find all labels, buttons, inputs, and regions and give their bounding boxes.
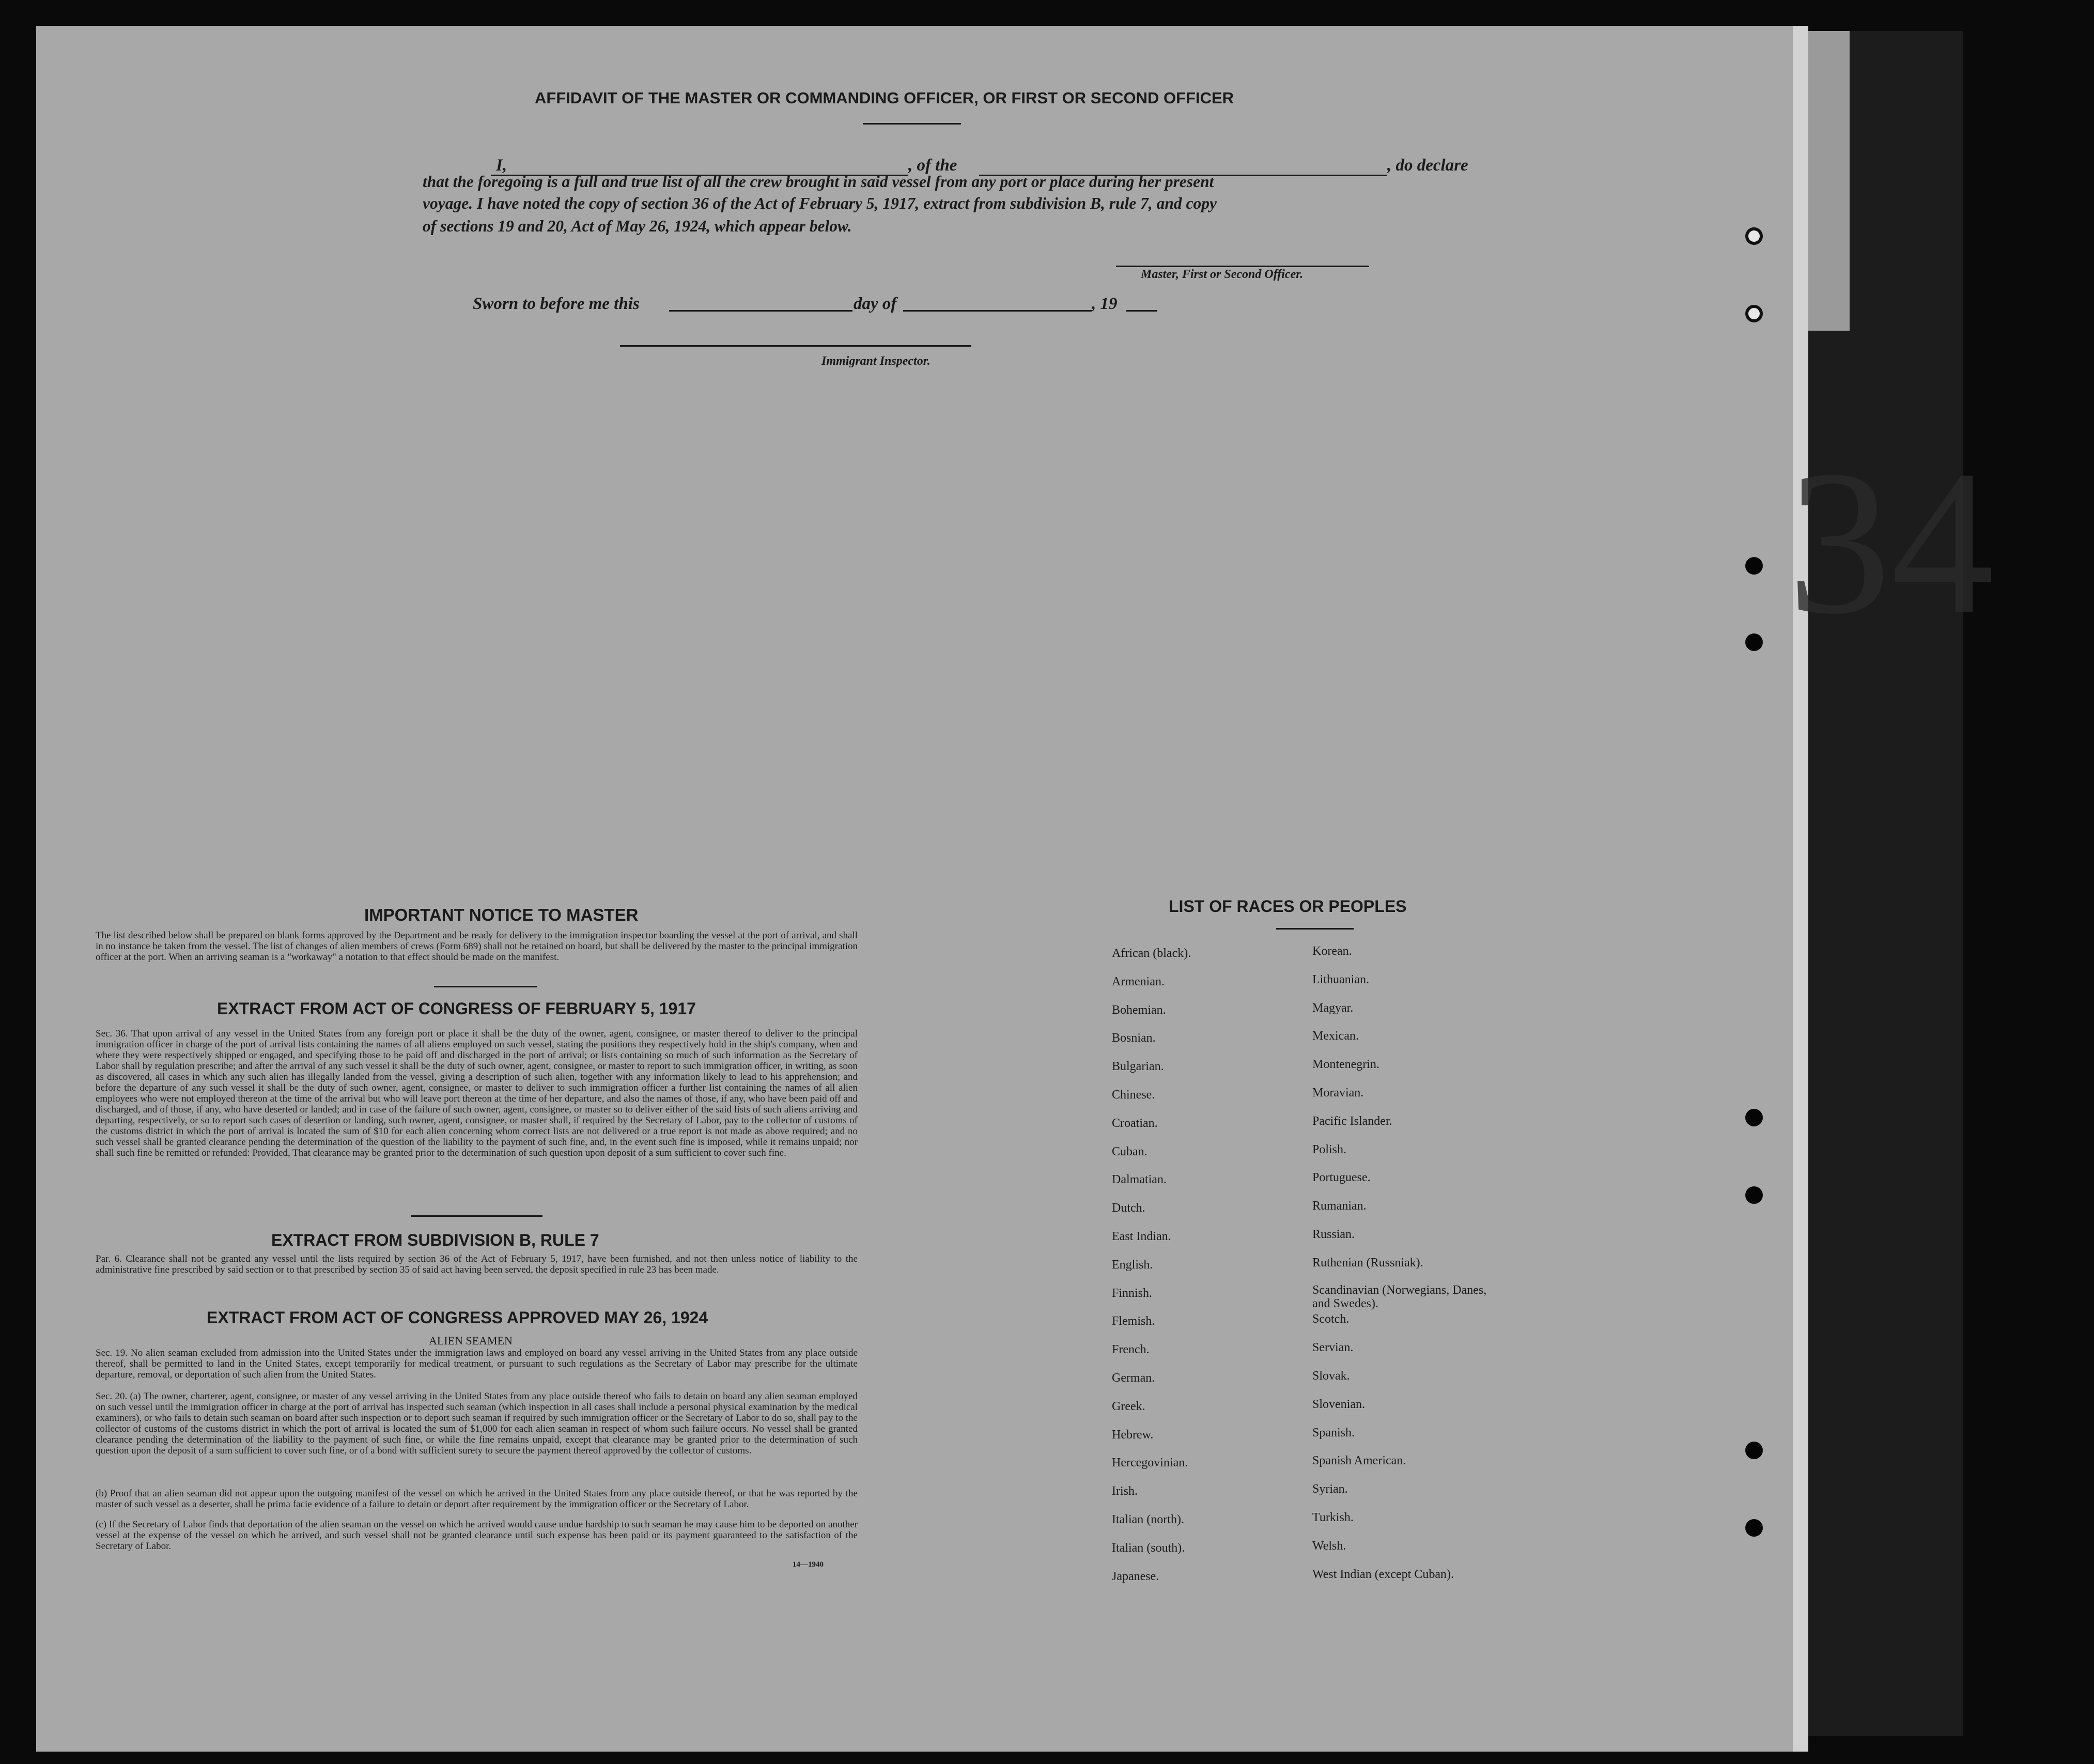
- race-item: West Indian (except Cuban).: [1312, 1567, 1454, 1581]
- races-title-rule: [1276, 928, 1354, 930]
- binder-hole-8: [1745, 1519, 1763, 1537]
- notice-text: The list described below shall be prepared on blank forms approved by the Department and be ready for delivery to the immigration inspector boarding the vessel at the port of arrival, and shall in no instance be taken from the vessel. The list of changes of alien members of crews (Form 689) shall not be retained on board, but shall be delivered by the master to the principal immigration officer at the port. When an arriving seaman is a "workaway" a notation to that effect should be made on the manifest.: [96, 930, 858, 963]
- binder-hole-3: [1745, 557, 1763, 575]
- race-item: Bosnian.: [1112, 1031, 1156, 1045]
- sworn-day-blank: [669, 310, 852, 312]
- race-item: Servian.: [1312, 1341, 1354, 1355]
- sec-19-text: Sec. 19. No alien seaman excluded from admission into the United States under the immigration laws and employed on board any vessel arriving in the United States from any place outside thereof, shall be permitted to land in the United States, except temporarily for medical treatment, or pursuant to such regulations as the Secretary of Labor may prescribe for the ultimate departure, removal, or deportation of such alien from the United States.: [96, 1348, 858, 1380]
- underlying-page-top: [1808, 31, 1850, 331]
- extract-1917-text: Sec. 36. That upon arrival of any vessel in the United States from any foreign port or place it shall be the duty of the owner, agent, consignee, or master thereof to deliver to the principal immigration officer in charge of the port of arrival lists containing the names of all aliens employed on such vessel, stating the positions they respectively hold in the ship's company, when and where they were respectively shipped or engaged, and specifying those to be paid off and discharged in the port of arrival; or lists containing so much of such information as the Secretary of Labor shall by regulation prescribe; and after the arrival of any such vessel it shall be the duty of such owner, agent, consignee, or master to report to such immigration officer, in writing, as soon as discovered, all cases in which any such alien has illegally landed from the vessel, giving a description of such alien, together with any information likely to lead to his apprehension; and before the departure of any such vessel it shall be the duty of such owner, agent, consignee, or master to deliver to such immigration officer a further list containing the names of all alien employees who were not employed thereon at the time of the arrival but who will leave port thereon at the time of her departure, and also the names of those, if any, who have been paid off and discharged, and of those, if any, who have deserted or landed; and in case of the failure of such owner, agent, consignee, or master so to deliver either of the said lists of such aliens arriving and departing, respectively, or so to report such cases of desertion or landing, such owner, agent, consignee, or master shall, if required by the Secretary of Labor, pay to the collector of customs of the customs district in which the port of arrival is located the sum of $10 for each alien concerning whom correct lists are not delivered or a true report is not made as above required; and no such vessel shall be granted clearance pending the determination of the question of the liability to the payment of such fine, and, in the event such fine is imposed, while it remains unpaid; nor shall such fine be remitted or refunded: Provided, That clearance may be granted prior to the determination of such question upon deposit of a sum sufficient to cover such fine.: [96, 1028, 858, 1158]
- race-item: African (black).: [1112, 947, 1191, 960]
- affidavit-title: AFFIDAVIT OF THE MASTER OR COMMANDING OFFICER, OR FIRST OR SECOND OFFICER: [535, 89, 1234, 107]
- race-item: German.: [1112, 1371, 1155, 1385]
- race-item: East Indian.: [1112, 1229, 1171, 1243]
- race-item: Welsh.: [1312, 1539, 1346, 1553]
- race-item: Mexican.: [1312, 1029, 1359, 1043]
- master-signature-line: [1116, 266, 1369, 267]
- sec-20a-text: Sec. 20. (a) The owner, charterer, agent, consignee, or master of any vessel arriving in the United States from any place outside thereof who fails to detain on board any alien seaman employed on such vessel until the immigration officer in charge at the port of arrival has inspected such seaman (which inspection in all cases shall include a personal physical examination by the medical examiners), or who fails to detain such seaman on board after such inspection or to deport such seaman if required by such immigration officer or the Secretary of Labor to do so, shall pay to the collector of customs of the customs district in which the port of arrival is located the sum of $1,000 for each alien seaman in respect of whom such failure occurs. No vessel shall be granted clearance pending the determination of the liability to the payment of such fine, or while the fine remains unpaid, except that clearance may be granted prior to the determination of such question upon the deposit of a sum sufficient to cover such fine, or of a bond with sufficient surety to secure the payment thereof approved by the collector of customs.: [96, 1391, 858, 1456]
- binder-hole-6: [1745, 1186, 1763, 1204]
- race-item: Moravian.: [1312, 1086, 1364, 1100]
- race-item: Flemish.: [1112, 1314, 1155, 1328]
- affidavit-line-4: of sections 19 and 20, Act of May 26, 1924, which appear below.: [423, 217, 852, 235]
- race-item: Armenian.: [1112, 974, 1165, 988]
- race-item: Lithuanian.: [1312, 972, 1369, 986]
- sec-20c-text: (c) If the Secretary of Labor finds that deportation of the alien seaman on the vessel on which he arrived would cause undue hardship to such seaman he may cause him to be deported on another vessel at the expense of the vessel on which he arrived, and such vessel shall not be granted clearance until such expense has been paid or its payment guaranteed to the satisfaction of the Secretary of Labor.: [96, 1519, 858, 1552]
- races-column-1: [1112, 946, 1282, 1597]
- race-item: Hebrew.: [1112, 1428, 1154, 1442]
- extract-1924-subtitle: ALIEN SEAMEN: [429, 1334, 513, 1347]
- page-edge: [1793, 26, 1808, 1752]
- year-text: , 19: [1092, 295, 1118, 313]
- race-item: Pacific Islander.: [1312, 1114, 1392, 1128]
- form-number: 14—1940: [793, 1560, 824, 1569]
- sec-20b-text: (b) Proof that an alien seaman did not appear upon the outgoing manifest of the vessel on which he arrived in the United States from any place outside thereof, or that he was reported by the master of such vessel as a deserter, shall be prima facie evidence of a failure to detain or deport after requirement by the immigration officer or the Secretary of Labor.: [96, 1488, 858, 1510]
- race-item: Chinese.: [1112, 1088, 1155, 1102]
- handwritten-number: 34: [1788, 428, 1994, 657]
- race-item: Dalmatian.: [1112, 1173, 1167, 1187]
- notice-rule: [434, 986, 537, 987]
- sworn-year-blank: [1126, 310, 1157, 312]
- race-item: Cuban.: [1112, 1144, 1147, 1158]
- race-item: Korean.: [1312, 945, 1352, 958]
- race-item: Bulgarian.: [1112, 1060, 1164, 1074]
- inspector-signature-line: [620, 345, 971, 347]
- extract-1924-title: EXTRACT FROM ACT OF CONGRESS APPROVED MAY 26, 1924: [207, 1308, 708, 1327]
- race-item: Scotch.: [1312, 1312, 1350, 1326]
- race-item: Hercegovinian.: [1112, 1456, 1188, 1470]
- race-item: Irish.: [1112, 1484, 1138, 1498]
- race-item: Japanese.: [1112, 1569, 1159, 1583]
- race-item: Slovak.: [1312, 1369, 1350, 1383]
- inspector-caption: Immigrant Inspector.: [821, 354, 930, 368]
- race-item: Scandinavian (Norwegians, Danes, and Swedes).: [1312, 1283, 1487, 1310]
- race-item: Portuguese.: [1312, 1171, 1371, 1185]
- race-item: Russian.: [1312, 1227, 1355, 1241]
- day-of-text: day of: [854, 295, 897, 313]
- binder-hole-5: [1745, 1109, 1763, 1126]
- sworn-month-blank: [903, 310, 1092, 312]
- extract-1917-title: EXTRACT FROM ACT OF CONGRESS OF FEBRUARY 5, 1917: [217, 999, 696, 1018]
- affidavit-declare: , do declare: [1387, 156, 1468, 175]
- race-item: Montenegrin.: [1312, 1058, 1379, 1072]
- race-item: Greek.: [1112, 1399, 1145, 1413]
- rule-7-title: EXTRACT FROM SUBDIVISION B, RULE 7: [271, 1231, 599, 1249]
- affidavit-line-2: that the foregoing is a full and true list of all the crew brought in said vessel from any port or place during her present: [423, 173, 1214, 191]
- race-item: Ruthenian (Russniak).: [1312, 1256, 1423, 1270]
- extract-1917-rule: [411, 1215, 542, 1217]
- affidavit-line-3: voyage. I have noted the copy of section 36 of the Act of February 5, 1917, extract from subdivision B, rule 7, and copy: [423, 194, 1217, 212]
- race-item: French.: [1112, 1343, 1150, 1357]
- binder-hole-1: [1745, 227, 1763, 245]
- race-item: Slovenian.: [1312, 1397, 1365, 1411]
- race-item: Italian (south).: [1112, 1541, 1185, 1555]
- race-item: Rumanian.: [1312, 1199, 1367, 1213]
- races-column-2: [1312, 943, 1529, 1595]
- race-item: Bohemian.: [1112, 1003, 1166, 1017]
- race-item: Turkish.: [1312, 1510, 1354, 1524]
- race-item: Syrian.: [1312, 1482, 1348, 1496]
- rule-7-text: Par. 6. Clearance shall not be granted any vessel until the lists required by section 36 of the Act of February 5, 1917, have been furnished, and not then unless notice of liability to the administrative fine prescribed by said section or to that prescribed by section 35 of said act having been served, the deposit specified in rule 23 has been made.: [96, 1254, 858, 1275]
- master-caption: Master, First or Second Officer.: [1141, 268, 1304, 281]
- binder-hole-7: [1745, 1442, 1763, 1459]
- race-item: Croatian.: [1112, 1116, 1158, 1130]
- race-item: Spanish.: [1312, 1426, 1355, 1440]
- sworn-text: Sworn to before me this: [473, 295, 640, 313]
- race-item: Italian (north).: [1112, 1512, 1184, 1526]
- binder-hole-4: [1745, 633, 1763, 651]
- race-item: Polish.: [1312, 1142, 1347, 1156]
- races-title: LIST OF RACES OR PEOPLES: [1169, 897, 1407, 916]
- race-item: Dutch.: [1112, 1201, 1145, 1215]
- race-item: English.: [1112, 1258, 1153, 1272]
- affidavit-title-rule: [863, 123, 961, 125]
- notice-title: IMPORTANT NOTICE TO MASTER: [364, 905, 639, 924]
- race-item: Magyar.: [1312, 1001, 1354, 1015]
- affidavit-of-the: , of the: [908, 156, 957, 175]
- race-item: Spanish American.: [1312, 1454, 1406, 1468]
- affidavit-i: I,: [496, 156, 507, 175]
- binder-hole-2: [1745, 305, 1763, 322]
- race-item: Finnish.: [1112, 1286, 1153, 1300]
